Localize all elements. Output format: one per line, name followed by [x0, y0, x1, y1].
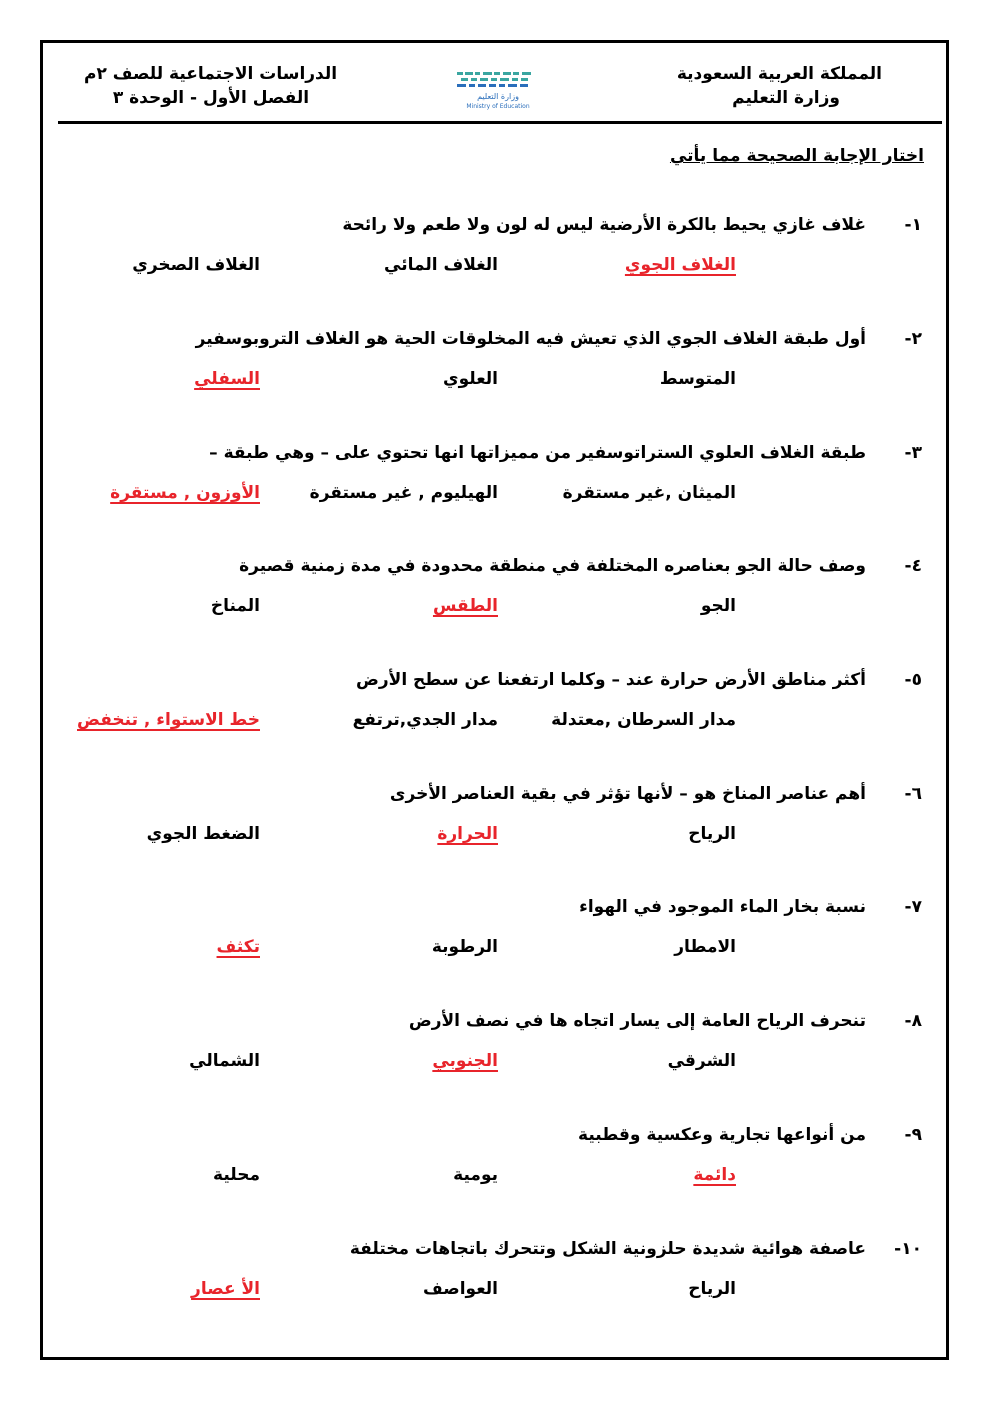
ministry-name: وزارة التعليم: [732, 88, 840, 108]
answer-option: محلية: [213, 1165, 260, 1185]
question-number: ٧-: [904, 897, 922, 917]
question-text: طبقة الغلاف العلوي الستراتوسفير من مميزاتها انها تحتوي على – وهي طبقة –: [209, 443, 866, 463]
answer-option: العلوي: [443, 369, 498, 389]
unit-title: الفصل الأول - الوحدة ٣: [112, 88, 310, 108]
answer-option: الميثان ,غير مستقرة: [562, 483, 736, 503]
answer-option: الجو: [700, 596, 736, 616]
answer-option: الغلاف الصخري: [132, 255, 260, 275]
answer-option: الرياح: [688, 824, 736, 844]
question-text: نسبة بخار الماء الموجود في الهواء: [579, 897, 866, 917]
header-separator: [58, 121, 942, 124]
question-number: ١-: [904, 215, 922, 235]
question-number: ١٠-: [894, 1239, 922, 1259]
question-text: عاصفة هوائية شديدة حلزونية الشكل وتتحرك باتجاهات مختلفة: [349, 1239, 866, 1259]
logo-arabic-text: وزارة التعليم: [477, 92, 519, 101]
question-number: ٩-: [904, 1125, 922, 1145]
answer-option: الضغط الجوي: [146, 824, 260, 844]
question-number: ٣-: [904, 443, 922, 463]
answer-option: الهيليوم , غير مستقرة: [309, 483, 498, 503]
header-left: [84, 62, 337, 110]
question-number: ٨-: [904, 1011, 922, 1031]
header-right: [677, 62, 882, 110]
answer-option-correct: الحرارة: [437, 824, 498, 844]
subject-title: الدراسات الاجتماعية للصف ٢م: [84, 64, 338, 84]
logo-english-text: Ministry of Education: [466, 103, 530, 110]
answer-option: الرياح: [688, 1279, 736, 1299]
question-text: تنحرف الرياح العامة إلى يسار اتجاه ها في نصف الأرض: [408, 1011, 866, 1031]
answer-option: المناخ: [210, 596, 260, 616]
answer-option: الشمالي: [189, 1051, 260, 1071]
question-number: ٦-: [904, 784, 922, 804]
question-number: ٤-: [904, 556, 922, 576]
question-text: أول طبقة الغلاف الجوي الذي تعيش فيه المخلوقات الحية هو الغلاف التروبوسفير: [195, 329, 866, 349]
question-text: أكثر مناطق الأرض حرارة عند – وكلما ارتفعنا عن سطح الأرض: [356, 670, 866, 690]
kingdom-name: المملكة العربية السعودية: [676, 64, 882, 84]
question-number: ٥-: [904, 670, 922, 690]
ministry-logo-icon: [453, 68, 543, 112]
answer-option-correct: خط الاستواء , تنخفض: [77, 710, 260, 730]
answer-option: الامطار: [674, 937, 736, 957]
instruction-heading: اختار الإجابة الصحيحة مما يأتي: [669, 146, 924, 166]
question-text: غلاف غازي يحيط بالكرة الأرضية ليس له لون ولا طعم ولا رائحة: [342, 215, 866, 235]
question-text: وصف حالة الجو بعناصره المختلفة في منطقة محدودة في مدة زمنية قصيرة: [239, 556, 866, 576]
answer-option-correct: الجنوبي: [432, 1051, 498, 1071]
answer-option: الرطوبة: [431, 937, 498, 957]
answer-option-correct: دائمة: [693, 1165, 736, 1185]
answer-option-correct: الأوزون , مستقرة: [110, 483, 260, 503]
answer-option-correct: الطقس: [432, 596, 498, 616]
answer-option: مدار السرطان ,معتدلة: [551, 710, 736, 730]
answer-option: العواصف: [423, 1279, 498, 1299]
answer-option: الشرقي: [667, 1051, 736, 1071]
question-text: أهم عناصر المناخ هو – لأنها تؤثر في بقية العناصر الأخرى: [389, 784, 866, 804]
answer-option: الغلاف المائي: [384, 255, 498, 275]
question-text: من أنواعها تجارية وعكسية وقطبية: [578, 1125, 866, 1145]
answer-option: مدار الجدي,ترتفع: [352, 710, 498, 730]
answer-option-correct: السفلي: [194, 369, 260, 389]
answer-option: المتوسط: [659, 369, 736, 389]
answer-option: يومية: [453, 1165, 498, 1185]
answer-option-correct: الأ عصار: [191, 1279, 260, 1299]
answer-option-correct: الغلاف الجوي: [624, 255, 736, 275]
question-number: ٢-: [904, 329, 922, 349]
answer-option-correct: تكثف: [216, 937, 260, 957]
